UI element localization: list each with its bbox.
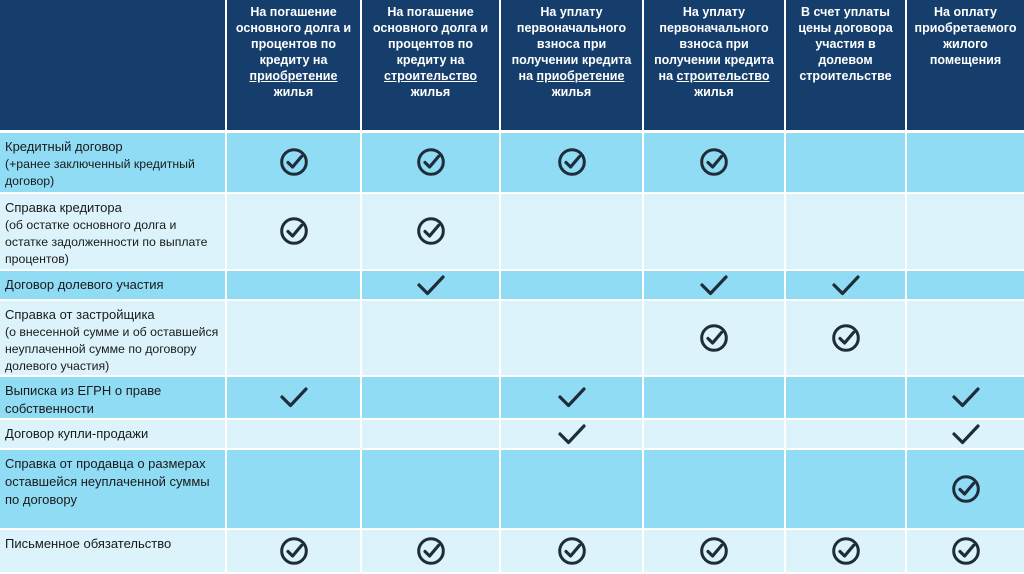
row-label: Справка от продавца о размерах оставшейся неуплаченной суммы по договору bbox=[5, 455, 210, 507]
checkmark-icon bbox=[557, 384, 587, 410]
mark-cell bbox=[785, 376, 906, 419]
column-header-text: жилья bbox=[551, 85, 592, 99]
circle-check-icon bbox=[951, 536, 981, 566]
column-header-emphasis: строительство bbox=[676, 69, 770, 83]
circle-check-icon bbox=[416, 216, 446, 246]
column-header-emphasis: приобретение bbox=[536, 69, 625, 83]
row-label: Выписка из ЕГРН о праве собственности bbox=[5, 382, 162, 416]
row-label: Кредитный договор bbox=[5, 139, 123, 154]
mark-cell bbox=[906, 449, 1024, 529]
column-header bbox=[785, 0, 906, 132]
mark-cell bbox=[643, 270, 785, 300]
mark-cell bbox=[226, 270, 361, 300]
column-header-text: жилья bbox=[410, 85, 451, 99]
column-header-text: жилья bbox=[694, 85, 734, 99]
row-label-cell bbox=[0, 529, 226, 573]
mark-cell bbox=[785, 419, 906, 449]
column-header bbox=[500, 0, 643, 132]
mark-cell bbox=[226, 300, 361, 376]
circle-check-icon bbox=[557, 147, 587, 177]
table-row bbox=[0, 449, 1024, 529]
mark-cell bbox=[785, 193, 906, 270]
mark-cell bbox=[906, 270, 1024, 300]
mark-cell bbox=[226, 132, 361, 193]
mark-cell bbox=[500, 300, 643, 376]
mark-cell bbox=[785, 449, 906, 529]
mark-cell bbox=[643, 449, 785, 529]
column-header-text: жилья bbox=[273, 85, 314, 99]
row-label-cell bbox=[0, 300, 226, 376]
mark-cell bbox=[226, 419, 361, 449]
header-row bbox=[0, 0, 1024, 132]
mark-cell bbox=[643, 193, 785, 270]
row-label-cell bbox=[0, 193, 226, 270]
circle-check-icon bbox=[279, 216, 309, 246]
table-row bbox=[0, 270, 1024, 300]
mark-cell bbox=[361, 132, 500, 193]
mark-cell bbox=[643, 376, 785, 419]
row-label-note: (об остатке основного долга и остатке задолженности по выплате процентов) bbox=[5, 217, 208, 266]
mark-cell bbox=[643, 419, 785, 449]
checkmark-icon bbox=[279, 384, 309, 410]
column-header-text: На оплату приобретаемого жилого помещения bbox=[914, 5, 1017, 67]
mark-cell bbox=[643, 132, 785, 193]
circle-check-icon bbox=[279, 536, 309, 566]
table-row bbox=[0, 193, 1024, 270]
column-header-text: На уплату первоначального взноса при получении кредита на bbox=[654, 5, 774, 83]
table-row bbox=[0, 300, 1024, 376]
checkmark-icon bbox=[699, 272, 729, 298]
mark-cell bbox=[226, 449, 361, 529]
checkmark-icon bbox=[951, 421, 981, 447]
row-label: Письменное обязательство bbox=[5, 535, 172, 551]
mark-cell bbox=[785, 270, 906, 300]
column-header-emphasis: строительство bbox=[384, 69, 477, 83]
column-header-text: На погашение основного долга и процентов по кредиту на bbox=[372, 5, 489, 67]
mark-cell bbox=[500, 132, 643, 193]
column-header-text: На уплату первоначального взноса при получении кредита на bbox=[511, 5, 632, 83]
column-header bbox=[906, 0, 1024, 132]
row-label: Договор купли-продажи bbox=[5, 425, 149, 441]
mark-cell bbox=[361, 376, 500, 419]
row-label-note: (+ранее заключенный кредитный договор) bbox=[5, 157, 195, 188]
mark-cell bbox=[226, 529, 361, 573]
circle-check-icon bbox=[279, 147, 309, 177]
mark-cell bbox=[226, 376, 361, 419]
mark-cell bbox=[361, 193, 500, 270]
row-label-note: (о внесенной сумме и об оставшейся неуплаченной сумме по договору долевого участия) bbox=[5, 324, 219, 373]
table-row bbox=[0, 132, 1024, 193]
row-label-cell bbox=[0, 376, 226, 419]
mark-cell bbox=[785, 529, 906, 573]
mark-cell bbox=[906, 300, 1024, 376]
mark-cell bbox=[500, 529, 643, 573]
mark-cell bbox=[361, 270, 500, 300]
mark-cell bbox=[906, 529, 1024, 573]
circle-check-icon bbox=[699, 323, 729, 353]
column-header-text: На погашение основного долга и процентов по кредиту на bbox=[235, 5, 352, 67]
table-row bbox=[0, 529, 1024, 573]
row-label: Договор долевого участия bbox=[5, 276, 164, 292]
mark-cell bbox=[643, 300, 785, 376]
checkmark-icon bbox=[416, 272, 446, 298]
circle-check-icon bbox=[557, 536, 587, 566]
row-label: Справка от застройщика bbox=[5, 306, 155, 322]
row-label-cell bbox=[0, 270, 226, 300]
row-label-cell bbox=[0, 419, 226, 449]
mark-cell bbox=[906, 132, 1024, 193]
mark-cell bbox=[785, 300, 906, 376]
mark-cell bbox=[226, 193, 361, 270]
mark-cell bbox=[500, 270, 643, 300]
mark-cell bbox=[500, 419, 643, 449]
circle-check-icon bbox=[416, 536, 446, 566]
circle-check-icon bbox=[831, 536, 861, 566]
row-label-cell bbox=[0, 449, 226, 529]
circle-check-icon bbox=[831, 323, 861, 353]
column-header bbox=[361, 0, 500, 132]
mark-cell bbox=[906, 419, 1024, 449]
column-header bbox=[226, 0, 361, 132]
checkmark-icon bbox=[557, 421, 587, 447]
mark-cell bbox=[361, 300, 500, 376]
circle-check-icon bbox=[699, 536, 729, 566]
mark-cell bbox=[361, 419, 500, 449]
column-header-emphasis: приобретение bbox=[249, 69, 338, 83]
mark-cell bbox=[361, 449, 500, 529]
column-header-text: В счет уплаты цены договора участия в долевом строительстве bbox=[798, 5, 893, 83]
table-row bbox=[0, 419, 1024, 449]
mark-cell bbox=[643, 529, 785, 573]
header-corner bbox=[0, 0, 226, 132]
column-header bbox=[643, 0, 785, 132]
circle-check-icon bbox=[699, 147, 729, 177]
mark-cell bbox=[500, 376, 643, 419]
mark-cell bbox=[906, 376, 1024, 419]
mark-cell bbox=[361, 529, 500, 573]
checkmark-icon bbox=[951, 384, 981, 410]
mark-cell bbox=[500, 193, 643, 270]
mark-cell bbox=[785, 132, 906, 193]
checkmark-icon bbox=[831, 272, 861, 298]
row-label: Справка кредитора bbox=[5, 199, 122, 215]
row-label-cell bbox=[0, 132, 226, 193]
circle-check-icon bbox=[416, 147, 446, 177]
table-row bbox=[0, 376, 1024, 419]
mark-cell bbox=[906, 193, 1024, 270]
circle-check-icon bbox=[951, 474, 981, 504]
mark-cell bbox=[500, 449, 643, 529]
